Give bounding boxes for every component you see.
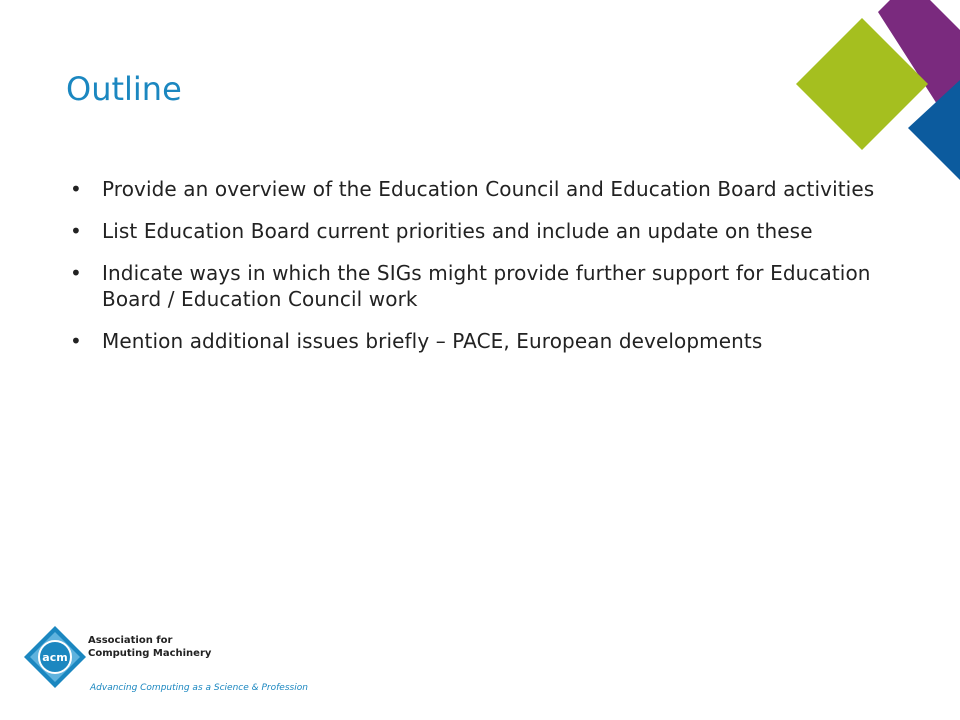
list-item xyxy=(66,328,906,354)
bullet-icon: • xyxy=(70,177,82,201)
acm-tagline: Advancing Computing as a Science & Profession xyxy=(90,683,308,693)
bullet-icon: • xyxy=(70,219,82,243)
bullet-list xyxy=(66,176,906,370)
bullet-icon: • xyxy=(70,329,82,353)
bullet-text: Mention additional issues briefly – PACE, European developments xyxy=(102,329,763,353)
acm-logo xyxy=(22,624,308,700)
bullet-text: Indicate ways in which the SIGs might provide further support for Education Board / Education Council work xyxy=(102,261,871,311)
bullet-text: Provide an overview of the Education Council and Education Board activities xyxy=(102,177,875,201)
bullet-icon: • xyxy=(70,261,82,285)
acm-org-line2: Computing Machinery xyxy=(88,648,212,659)
list-item xyxy=(66,218,906,244)
acm-mark-text: acm xyxy=(42,651,68,664)
slide-title: Outline xyxy=(66,70,182,108)
bullet-text: List Education Board current priorities and include an update on these xyxy=(102,219,813,243)
list-item xyxy=(66,176,906,202)
acm-diamond-icon xyxy=(22,624,88,690)
list-item xyxy=(66,260,906,312)
acm-org-line1: Association for xyxy=(88,635,173,646)
acm-org-name xyxy=(88,634,211,660)
